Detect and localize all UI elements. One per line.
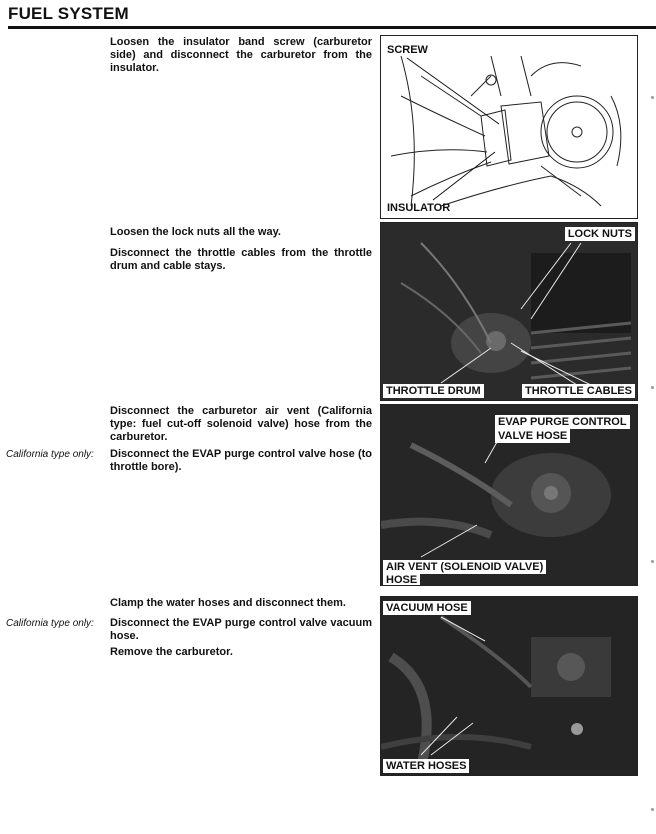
step-text: Disconnect the EVAP purge control valve hose (to throttle bore). <box>110 448 372 473</box>
throttle-photo <box>381 223 637 400</box>
label-insulator: INSULATOR <box>387 202 451 214</box>
page-edge-mark <box>651 560 654 563</box>
figure-throttle-cables <box>380 222 638 401</box>
label-air-vent-hose: HOSE <box>383 573 420 586</box>
label-evap-purge: EVAP PURGE CONTROL <box>495 415 630 429</box>
figure-carburetor-insulator <box>380 35 638 219</box>
margin-note: California type only: <box>6 449 94 460</box>
label-lock-nuts: LOCK NUTS <box>565 227 635 241</box>
section-title: FUEL SYSTEM <box>8 4 129 23</box>
figure-vacuum-water-hoses <box>380 596 638 776</box>
carburetor-line-drawing <box>381 36 637 218</box>
step-text: Remove the carburetor. <box>110 646 233 658</box>
label-air-vent: AIR VENT (SOLENOID VALVE) <box>383 560 546 574</box>
label-screw: SCREW <box>387 44 428 56</box>
page-edge-mark <box>651 808 654 811</box>
label-water-hoses: WATER HOSES <box>383 759 469 773</box>
step-text: Clamp the water hoses and disconnect them. <box>110 597 346 609</box>
header-rule <box>8 26 656 29</box>
step-text: Disconnect the throttle cables from the throttle drum and cable stays. <box>110 247 372 272</box>
figure-evap-air-vent <box>380 404 638 586</box>
step-text: Disconnect the EVAP purge control valve vacuum hose. <box>110 617 372 642</box>
step-text: Loosen the insulator band screw (carburetor side) and disconnect the carburetor from the insulator. <box>110 36 372 74</box>
hoses-photo <box>381 597 637 775</box>
step-text: Disconnect the carburetor air vent (California type: fuel cut-off solenoid valve) hose from the carburetor. <box>110 405 372 443</box>
label-vacuum-hose: VACUUM HOSE <box>383 601 471 615</box>
label-throttle-cables: THROTTLE CABLES <box>522 384 635 398</box>
page-edge-mark <box>651 96 654 99</box>
label-evap-valve-hose: VALVE HOSE <box>495 429 570 443</box>
step-text: Loosen the lock nuts all the way. <box>110 226 281 238</box>
page-edge-mark <box>651 386 654 389</box>
label-throttle-drum: THROTTLE DRUM <box>383 384 484 398</box>
margin-note: California type only: <box>6 618 94 629</box>
